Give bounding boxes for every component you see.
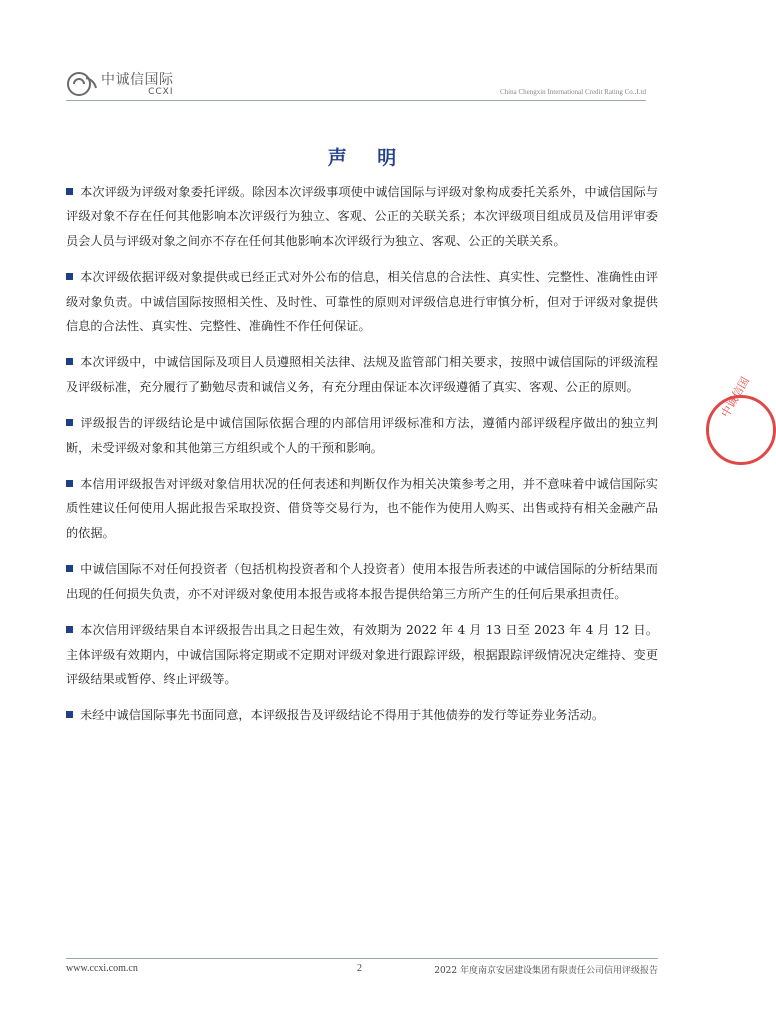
logo [66,70,174,98]
statement-body [66,180,658,740]
statement-paragraph: 未经中诚信国际事先书面同意，本评级报告及评级结论不得用于其他债券的发行等证券业务活动。 [66,703,658,727]
statement-paragraph: 中诚信国际不对任何投资者（包括机构投资者和个人投资者）使用本报告所表述的中诚信国际的分析结果而出现的任何损失负责，亦不对评级对象使用本报告或将本报告提供给第三方所产生的任何后果承担责任。 [66,562,658,601]
official-seal-stamp [706,374,776,465]
logo-english-name: CCXI [148,86,174,97]
square-bullet-icon [66,419,73,426]
statement-paragraph: 本信用评级报告对评级对象信用状况的任何表述和判断仅作为相关决策参考之用，并不意味着中诚信国际实质性建议任何使用人据此报告采取投资、借贷等交易行为，也不能作为使用人购买、出售或持有相关金融产品的依据。 [66,477,658,540]
square-bullet-icon [66,626,73,633]
logo-chinese-name: 中诚信国际 [101,71,174,88]
ccxi-logo-icon [66,70,98,98]
page-number: 2 [357,963,362,974]
square-bullet-icon [66,273,73,280]
footer-divider [66,958,658,959]
statement-paragraph: 本次评级为评级对象委托评级。除因本次评级事项使中诚信国际与评级对象构成委托关系外，中诚信国际与评级对象不存在任何其他影响本次评级行为独立、客观、公正的关联关系；本次评级项目组成员及信用评审委员会人员与评级对象之间亦不存在任何其他影响本次评级行为独立、客观、公正的关联关系。 [66,185,658,248]
square-bullet-icon [66,358,73,365]
company-english-name: China Chengxin International Credit Rating Co.,Ltd [499,88,646,96]
stamp-text: 中诚信国 [718,374,752,420]
footer-website: www.ccxi.com.cn [66,963,138,974]
header-divider [66,100,646,101]
statement-paragraph: 本次评级中，中诚信国际及项目人员遵照相关法律、法规及监管部门相关要求，按照中诚信国际的评级流程及评级标准，充分履行了勤勉尽责和诚信义务，有充分理由保证本次评级遵循了真实、客观、公正的原则。 [66,355,658,394]
statement-paragraph: 评级报告的评级结论是中诚信国际依据合理的内部信用评级标准和方法，遵循内部评级程序做出的独立判断，未受评级对象和其他第三方组织或个人的干预和影响。 [66,416,658,455]
page-header [66,70,646,102]
page-title: 声 明 [327,147,409,169]
square-bullet-icon [66,188,73,195]
statement-paragraph: 本次评级依据评级对象提供或已经正式对外公布的信息，相关信息的合法性、真实性、完整性、准确性由评级对象负责。中诚信国际按照相关性、及时性、可靠性的原则对评级信息进行审慎分析，但对于评级对象提供信息的合法性、真实性、完整性、准确性不作任何保证。 [66,270,658,334]
statement-paragraph: 本次信用评级结果自本评级报告出具之日起生效，有效期为 2022 年 4 月 13 日至 2023 年 4 月 12 日。主体评级有效期内，中诚信国际将定期或不定期对评级对象进行跟踪评级，根据跟踪评级情况决定维持、变更评级结果或暂停、终止评级等。 [66,623,658,686]
square-bullet-icon [66,565,73,572]
square-bullet-icon [66,480,73,487]
square-bullet-icon [66,711,73,718]
footer-report-title: 2022 年度南京安居建设集团有限责任公司信用评级报告 [434,966,658,976]
